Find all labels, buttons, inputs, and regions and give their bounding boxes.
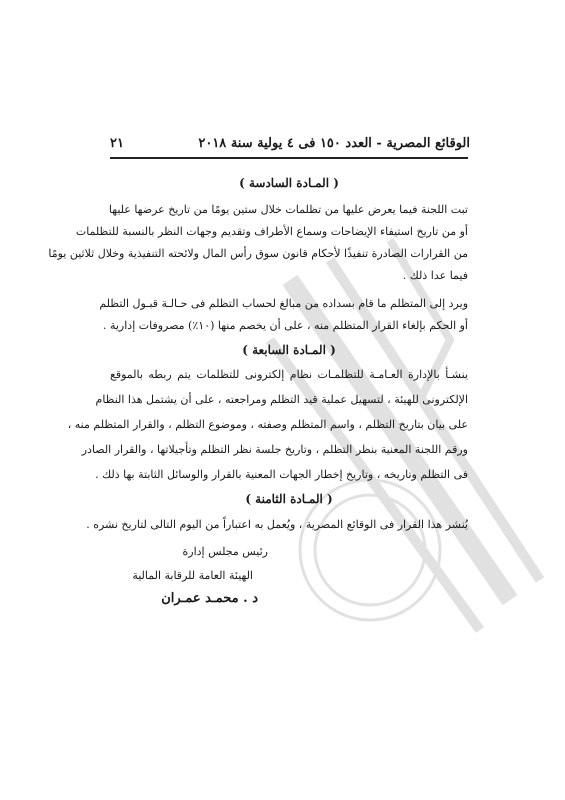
page-header	[110, 134, 470, 156]
signature-authority: الهيئة العامة للرقابة المالية	[132, 569, 253, 582]
signature-name: د . محمـد عمـران	[161, 591, 258, 606]
article-8-line: يُنشر هذا القرار فى الوقائع المصرية ، ويُعمل به اعتباراً من اليوم التالى لتاريخ نشره .	[86, 518, 468, 531]
article-6-line: فيما عدا ذلك .	[402, 269, 468, 282]
header-title: الوقائع المصرية - العدد ١٥٠ فى ٤ يولية سنة ٢٠١٨	[198, 136, 470, 151]
article-7-line: فى التظلم وتاريخه ، وتاريخ إخطار الجهات المعنية بالقرار والوسائل الثابتة بها ذلك .	[95, 468, 468, 481]
page-number: ٢١	[110, 136, 124, 151]
article-6-heading: ( المـادة السادسة )	[239, 176, 339, 190]
article-7-line: ينشـأ بالإدارة العـامـة للتظلمـات نظام إلكترونى للتظلمات يتم ربطه بالموقع	[110, 368, 468, 381]
article-7-heading: ( المـادة السابعة )	[242, 343, 336, 357]
article-6-line: أو من تاريخ استيفاء الإيضاحات وسماع الأطراف وتقديم وجهات النظر بالنسبة للتظلمات	[75, 225, 468, 238]
article-7-line: على بيان بتاريخ التظلم ، واسم المتظلم وصفته ، وموضوع التظلم ، والقرار المتظلم منه ،	[67, 418, 468, 431]
header-rule	[110, 157, 468, 159]
article-6-line: ويرد إلى المتظلم ما قام بسداده من مبالغ لحساب التظلم فى حـالـة قبـول التظلم	[99, 297, 468, 310]
article-6-line: من القرارات الصادرة تنفيذًا لأحكام قانون سوق رأس المال ولائحته التنفيذية وخلال ثلاثين يومًا	[48, 247, 468, 260]
article-7-line: ورقم اللجنة المعنية بنظر التظلم ، وتاريخ جلسة نظر التظلم وتأجيلاتها ، والقرار الصادر	[81, 443, 468, 456]
article-7-line: الإلكترونى للهيئة ، لتسهيل عملية قيد التظلم ومراجعته ، على أن يشتمل هذا النظام	[95, 393, 468, 406]
signature-block	[110, 545, 468, 615]
article-6-line: تبت اللجنة فيما يعرض عليها من تظلمات خلال ستين يومًا من تاريخ عرضها عليها	[108, 203, 468, 216]
article-8-heading: ( المـادة الثامنة )	[245, 492, 333, 506]
article-6-line: أو الحكم بإلغاء القرار المتظلم منه ، على أن يخصم منها (١٠٪) مصروفات إدارية .	[102, 319, 468, 332]
signature-title: رئيس مجلس إدارة	[182, 545, 268, 558]
